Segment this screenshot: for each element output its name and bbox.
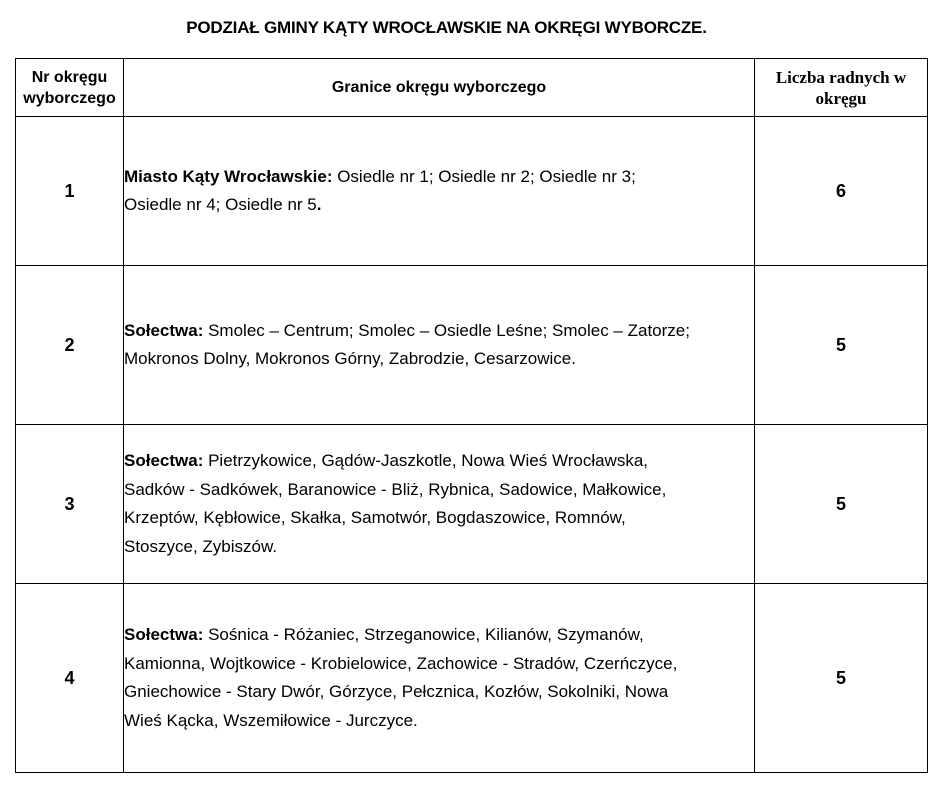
councillor-count: 5	[755, 266, 928, 425]
boundary-text: Kamionna, Wojtkowice - Krobielowice, Zachowice - Stradów, Czerńczyce,	[124, 653, 678, 673]
district-boundaries	[124, 266, 755, 425]
boundary-text: Stoszyce, Zybiszów.	[124, 536, 278, 556]
table-row	[16, 425, 928, 584]
boundary-text: Krzeptów, Kębłowice, Skałka, Samotwór, Bogdaszowice, Romnów,	[124, 508, 626, 527]
district-boundaries	[124, 425, 755, 584]
table-row	[16, 584, 928, 773]
header-councillor-count	[755, 59, 928, 117]
district-number: 3	[16, 425, 124, 584]
header-councillor-count-line2: okręgu	[815, 88, 867, 108]
councillor-count: 5	[755, 584, 928, 773]
header-district-number-line2: wyborczego	[23, 89, 116, 107]
table-row	[16, 117, 928, 266]
boundary-end-mark: .	[316, 195, 322, 214]
header-district-number	[16, 59, 124, 117]
boundary-prefix: Miasto Kąty Wrocławskie:	[124, 166, 333, 186]
header-councillor-count-line1: Liczba radnych w	[775, 67, 907, 87]
boundary-text: Wieś Kącka, Wszemiłowice - Jurczyce.	[124, 710, 418, 730]
header-district-boundaries: Granice okręgu wyborczego	[124, 59, 755, 117]
district-boundaries	[124, 117, 755, 266]
table-row	[16, 266, 928, 425]
page-title: PODZIAŁ GMINY KĄTY WROCŁAWSKIE NA OKRĘGI WYBORCZE.	[186, 18, 707, 37]
boundary-text: Mokronos Dolny, Mokronos Górny, Zabrodzie, Cesarzowice.	[124, 349, 576, 368]
boundary-text: Osiedle nr 4; Osiedle nr 5	[124, 195, 317, 214]
boundary-text: Pietrzykowice, Gądów-Jaszkotle, Nowa Wieś Wrocławska,	[203, 451, 649, 470]
boundary-text: Gniechowice - Stary Dwór, Górzyce, Pełcznica, Kozłów, Sokolniki, Nowa	[124, 682, 669, 701]
boundary-prefix: Sołectwa:	[124, 451, 204, 470]
district-boundaries	[124, 584, 755, 773]
boundary-text: Osiedle nr 1; Osiedle nr 2; Osiedle nr 3;	[332, 166, 636, 186]
boundary-text: Sadków - Sadkówek, Baranowice - Bliż, Rybnica, Sadowice, Małkowice,	[124, 479, 667, 499]
councillor-count: 5	[755, 425, 928, 584]
electoral-districts-table	[15, 58, 928, 773]
boundary-text: Sośnica - Różaniec, Strzeganowice, Kilianów, Szymanów,	[203, 625, 644, 644]
boundary-text: Smolec – Centrum; Smolec – Osiedle Leśne; Smolec – Zatorze;	[203, 320, 690, 340]
councillor-count: 6	[755, 117, 928, 266]
district-number: 2	[16, 266, 124, 425]
boundary-prefix: Sołectwa:	[124, 320, 204, 340]
boundary-prefix: Sołectwa:	[124, 625, 204, 644]
header-district-number-line1: Nr okręgu	[31, 68, 108, 86]
district-number: 4	[16, 584, 124, 773]
district-number: 1	[16, 117, 124, 266]
table-header-row	[16, 59, 928, 117]
